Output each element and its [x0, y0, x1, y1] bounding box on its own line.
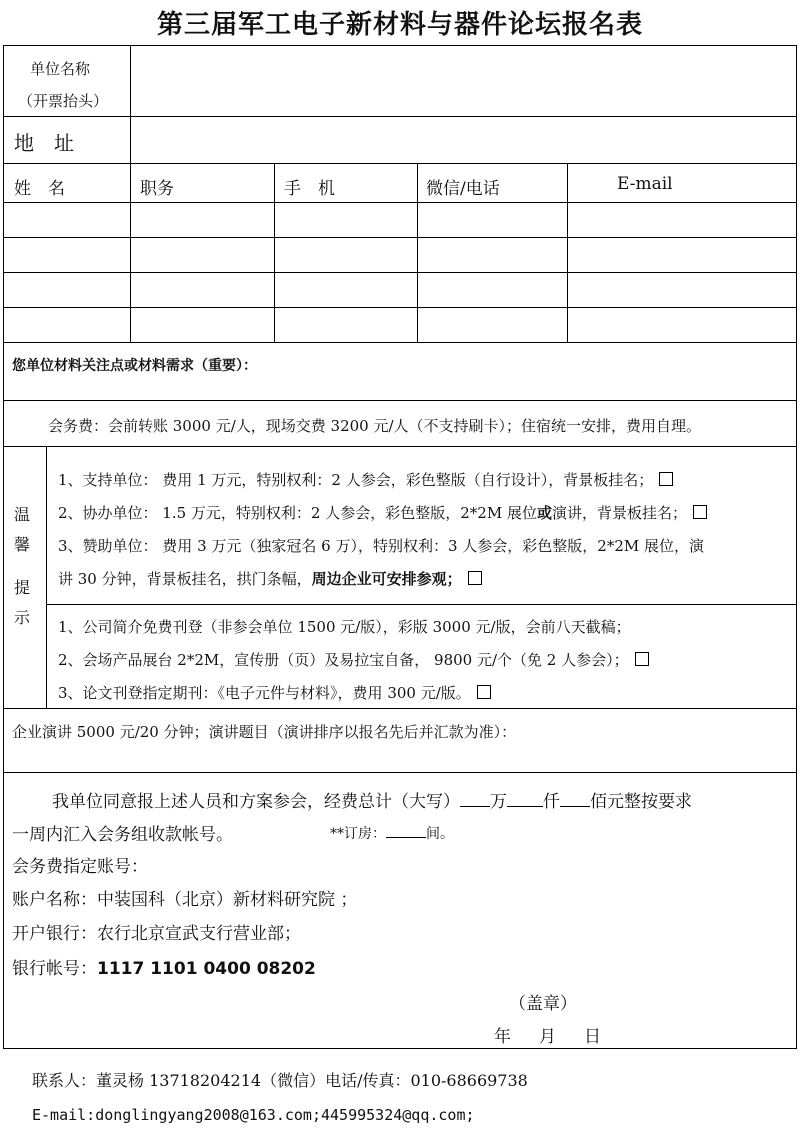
tips-label-char: 示	[14, 608, 31, 627]
tips-label-char: 提	[14, 578, 31, 597]
attendee-row[interactable]	[4, 238, 796, 272]
column-header-name: 姓 名	[14, 179, 65, 199]
material-interest-label: 您单位材料关注点或材料需求（重要）：	[12, 358, 257, 374]
speech-text: 企业演讲 5000 元/20 分钟；演讲题目（演讲排序以报名先后并汇款为准）：	[12, 723, 517, 741]
sponsor-option-support	[58, 469, 673, 490]
sponsor-option-text: 演讲，背景板挂名；	[551, 504, 687, 522]
booth-checkbox[interactable]	[635, 652, 649, 666]
or-emphasis: 或	[536, 504, 552, 522]
date-month: 月	[539, 1027, 556, 1047]
row-divider	[4, 163, 796, 164]
row-divider	[4, 116, 796, 117]
unit-name-label: 单位名称	[30, 60, 91, 78]
amount-wan-blank[interactable]	[460, 792, 490, 807]
column-header-wechat: 微信/电话	[426, 179, 500, 199]
registration-form	[3, 45, 797, 1049]
sponsor-option-text: 1、支持单位： 费用 1 万元，特别权利：2 人参会，彩色整版（自行设计），背景板挂名；	[58, 471, 654, 489]
unit-name-field[interactable]	[136, 52, 786, 110]
unit-name-sublabel: （开票抬头）	[18, 92, 109, 110]
publication-option-paper	[58, 682, 491, 703]
column-header-position: 职务	[140, 179, 174, 199]
row-divider	[4, 342, 796, 343]
sponsor-checkbox[interactable]	[468, 571, 482, 585]
site-visit-emphasis: 周边企业可安排参观；	[311, 570, 462, 588]
account-number-line	[12, 954, 316, 979]
sponsor-option-coorganizer	[58, 502, 707, 523]
attendee-row[interactable]	[4, 203, 796, 237]
tips-label-char: 馨	[14, 535, 31, 554]
row-divider	[4, 772, 796, 773]
date-day: 日	[584, 1027, 601, 1047]
date-year: 年	[494, 1027, 511, 1047]
agreement-line	[52, 787, 692, 812]
row-divider	[46, 604, 796, 605]
room-booking	[330, 823, 454, 843]
account-title: 会务费指定账号：	[12, 857, 148, 877]
publication-option-booth	[58, 649, 649, 670]
email-line[interactable]: E-mail:donglingyang2008@163.com;445995324@qq.com;	[32, 1106, 475, 1124]
amount-qian-blank[interactable]	[507, 792, 543, 807]
qian-unit: 仟	[543, 792, 560, 812]
support-checkbox[interactable]	[659, 472, 673, 486]
column-divider	[46, 446, 47, 708]
row-divider	[4, 400, 796, 401]
publication-option-text: 2、会场产品展台 2*2M，宣传册（页）及易拉宝自备， 9800 元/个（免 2 人参会）；	[58, 651, 629, 669]
attendee-row[interactable]	[4, 273, 796, 307]
contact-line: 联系人：董灵杨 13718204214（微信）电话/传真：010-68669738	[32, 1071, 528, 1090]
agreement-line-2: 一周内汇入会务组收款帐号。	[12, 825, 233, 845]
tips-label-char: 温	[14, 505, 31, 524]
wan-unit: 万	[490, 792, 507, 812]
address-label: 地 址	[14, 131, 74, 155]
sponsor-option-sponsor: 3、赞助单位： 费用 3 万元（独家冠名 6 万），特别权利：3 人参会，彩色整版，2*2M 展位，演	[58, 537, 704, 555]
room-unit: 间。	[426, 826, 454, 842]
coorganizer-checkbox[interactable]	[693, 505, 707, 519]
amount-bai-blank[interactable]	[560, 792, 590, 807]
sponsor-option-text: 讲 30 分钟，背景板挂名，拱门条幅，	[58, 570, 312, 588]
agreement-text: 我单位同意报上述人员和方案参会，经费总计（大写）	[52, 792, 460, 812]
row-divider	[4, 708, 796, 709]
conference-fee-text: 会务费：会前转账 3000 元/人，现场交费 3200 元/人（不支持刷卡）；住宿统一安排，费用自理。	[48, 417, 702, 435]
sponsor-option-text: 2、协办单位： 1.5 万元，特别权利：2 人参会，彩色整版，2*2M 展位	[58, 504, 537, 522]
column-header-email: E-mail	[617, 174, 673, 194]
room-count-blank[interactable]	[386, 823, 426, 838]
sponsor-option-sponsor-cont	[58, 568, 482, 589]
room-booking-label: **订房：	[330, 826, 386, 842]
account-name: 账户名称：中装国科（北京）新材料研究院 ；	[12, 890, 358, 910]
form-title: 第三届军工电子新材料与器件论坛报名表	[156, 10, 643, 40]
publication-option-intro: 1、公司简介免费刊登（非参会单位 1500 元/版），彩版 3000 元/版，会前八天截稿；	[58, 618, 631, 636]
publication-option-text: 3、论文刊登指定期刊：《电子元件与材料》，费用 300 元/版。	[58, 684, 471, 702]
address-field[interactable]	[136, 122, 786, 158]
paper-checkbox[interactable]	[477, 685, 491, 699]
column-header-mobile: 手 机	[284, 179, 335, 199]
attendee-row[interactable]	[4, 308, 796, 342]
bank-name: 开户银行：农行北京宣武支行营业部；	[12, 924, 301, 944]
account-number: 1117 1101 0400 08202	[97, 959, 316, 979]
account-number-label: 银行帐号：	[12, 959, 97, 979]
row-divider	[4, 446, 796, 447]
bai-unit: 佰元整按要求	[590, 792, 692, 812]
seal-label: （盖章）	[509, 994, 577, 1014]
